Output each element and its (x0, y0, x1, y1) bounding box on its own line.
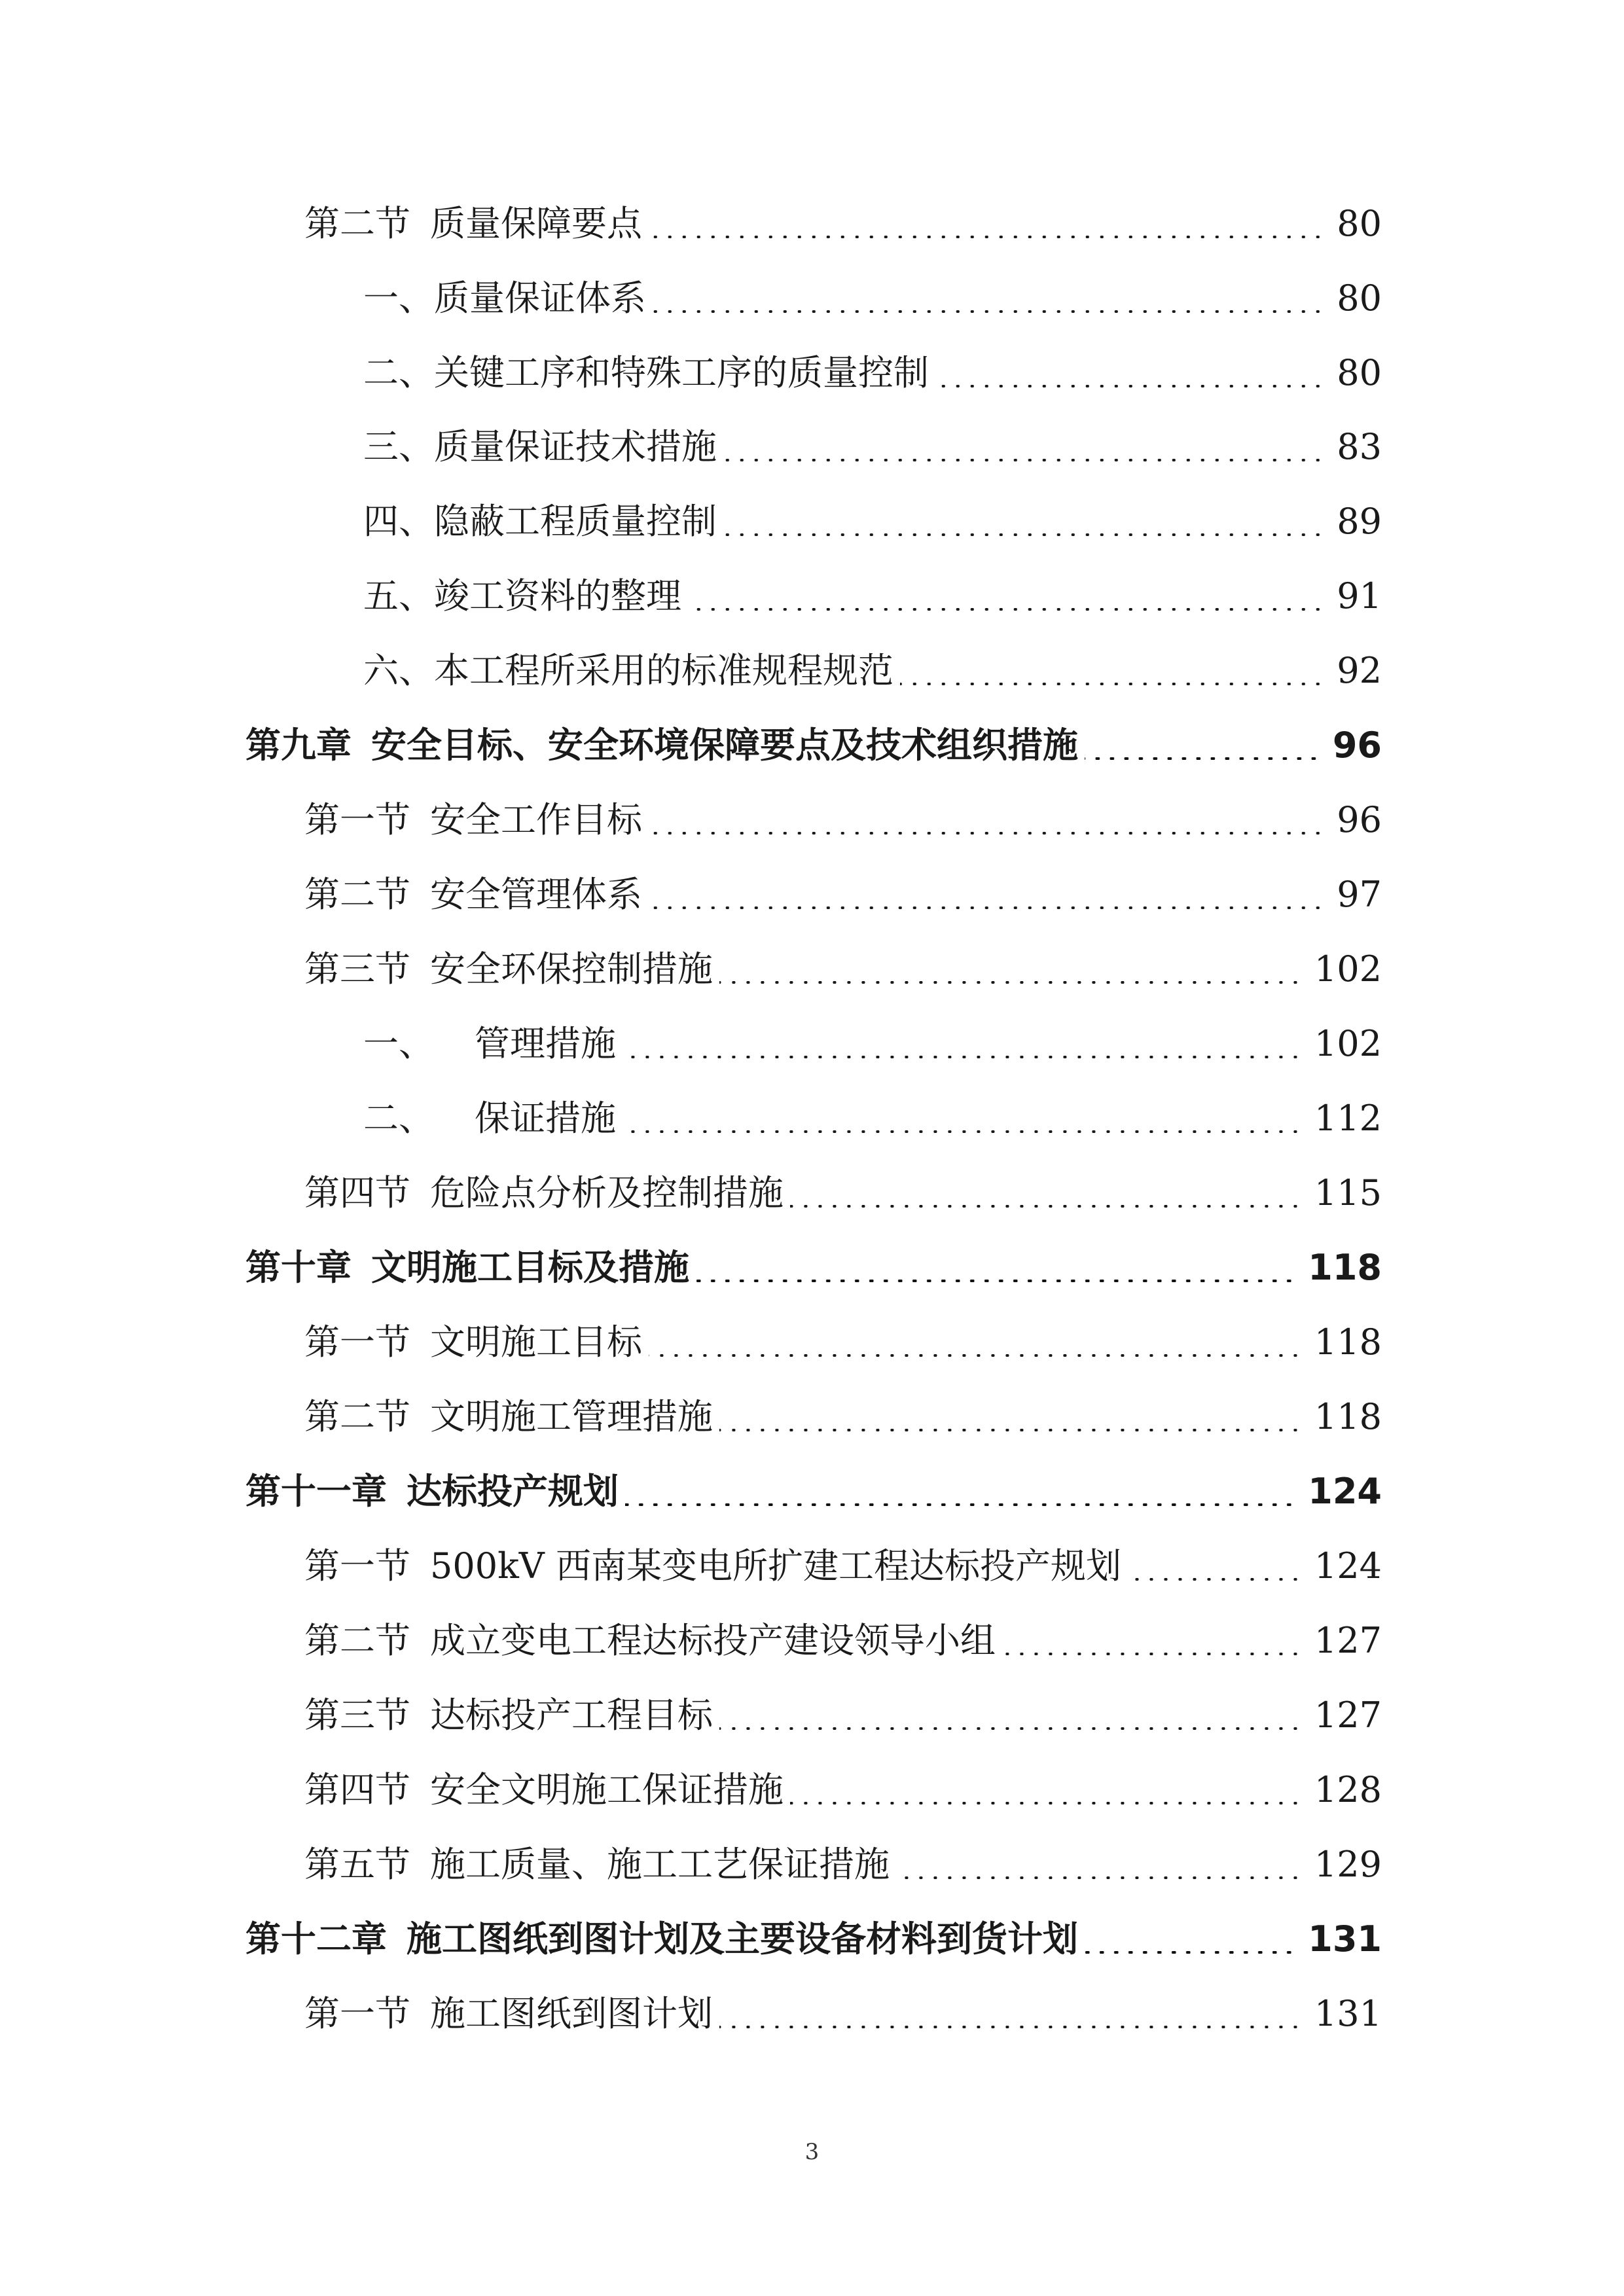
toc-page-number: 112 (1314, 1098, 1382, 1139)
toc-page-number: 131 (1308, 1918, 1382, 1960)
toc-title: 安全环保控制措施 (430, 948, 713, 990)
toc-entry-chapter[interactable] (245, 719, 1382, 772)
toc-entry-section[interactable] (304, 1839, 1382, 1891)
toc-entry-item[interactable] (363, 570, 1382, 622)
toc-page-number: 124 (1314, 1545, 1382, 1587)
dot-leader (1002, 1653, 1303, 1655)
toc-title: 安全工作目标 (430, 799, 642, 840)
toc-label: 第十二章 (245, 1918, 387, 1960)
dot-leader (723, 533, 1325, 536)
toc-label: 第二节 (304, 874, 410, 915)
toc-entry-section[interactable] (304, 943, 1382, 996)
dot-leader (623, 1130, 1303, 1133)
toc-entry-section[interactable] (304, 869, 1382, 921)
toc-page-number: 80 (1337, 203, 1382, 244)
toc-title: 成立变电工程达标投产建设领导小组 (430, 1620, 996, 1661)
toc-entry-section[interactable] (304, 1167, 1382, 1219)
toc-label: 二、 (363, 352, 434, 393)
toc-page-number: 118 (1314, 1321, 1382, 1363)
page-footer-number: 3 (804, 2139, 820, 2165)
dot-leader (649, 236, 1325, 238)
toc-entry-item[interactable] (363, 1018, 1382, 1070)
toc-page-number: 96 (1332, 725, 1382, 766)
toc-page-number: 92 (1337, 650, 1382, 691)
toc-label: 第二节 (304, 203, 410, 244)
toc-title: 施工图纸到图计划 (430, 1993, 713, 2034)
toc-title: 保证措施 (475, 1098, 616, 1139)
dot-leader (688, 608, 1325, 611)
toc-label: 第四节 (304, 1172, 410, 1213)
toc-label: 第九章 (245, 725, 352, 766)
toc-entry-item[interactable] (363, 347, 1382, 399)
toc-label: 二、 (363, 1098, 434, 1139)
toc-title: 500kV 西南某变电所扩建工程达标投产规划 (430, 1545, 1121, 1587)
toc-entry-section[interactable] (304, 1540, 1382, 1592)
dot-leader (1128, 1578, 1303, 1581)
toc-title: 质量保障要点 (430, 203, 642, 244)
toc-title: 文明施工目标 (430, 1321, 642, 1363)
toc-page-number: 124 (1308, 1471, 1382, 1512)
toc-title: 关键工序和特殊工序的质量控制 (434, 352, 929, 393)
toc-page-number: 91 (1337, 575, 1382, 617)
toc-title: 质量保证技术措施 (434, 426, 717, 467)
toc-title: 安全管理体系 (430, 874, 642, 915)
toc-title: 管理措施 (475, 1023, 616, 1064)
toc-page-number: 129 (1314, 1844, 1382, 1885)
dot-leader (719, 1429, 1303, 1431)
toc-label: 三、 (363, 426, 434, 467)
toc-entry-section[interactable] (304, 794, 1382, 846)
toc-title: 文明施工管理措施 (430, 1396, 713, 1437)
toc-entry-item[interactable] (363, 495, 1382, 548)
toc-entry-item[interactable] (363, 272, 1382, 325)
toc-label: 第五节 (304, 1844, 410, 1885)
toc-title: 危险点分析及控制措施 (430, 1172, 784, 1213)
toc-title: 达标投产规划 (406, 1471, 619, 1512)
toc-entry-item[interactable] (363, 421, 1382, 473)
toc-label: 第十一章 (245, 1471, 387, 1512)
dot-leader (653, 310, 1325, 313)
toc-label: 第一节 (304, 1321, 410, 1363)
toc-label: 一、 (363, 278, 434, 319)
dot-leader (896, 1876, 1303, 1879)
toc-page-number: 127 (1314, 1620, 1382, 1661)
toc-title: 施工质量、施工工艺保证措施 (430, 1844, 890, 1885)
toc-title: 安全文明施工保证措施 (430, 1769, 784, 1810)
toc-entry-chapter[interactable] (245, 1465, 1382, 1518)
dot-leader (649, 1354, 1303, 1357)
dot-leader (719, 2026, 1303, 2028)
toc-label: 一、 (363, 1023, 434, 1064)
toc-label: 第二节 (304, 1396, 410, 1437)
toc-label: 第一节 (304, 799, 410, 840)
toc-label: 第三节 (304, 1695, 410, 1736)
dot-leader (1085, 1951, 1296, 1954)
toc-page-number: 97 (1337, 874, 1382, 915)
toc-entry-section[interactable] (304, 1764, 1382, 1816)
toc-entry-section[interactable] (304, 1316, 1382, 1369)
toc-page-number: 102 (1314, 1023, 1382, 1064)
toc-title: 安全目标、安全环境保障要点及技术组织措施 (371, 725, 1078, 766)
toc-title: 质量保证体系 (434, 278, 646, 319)
toc-entry-chapter[interactable] (245, 1242, 1382, 1294)
toc-label: 第一节 (304, 1545, 410, 1587)
toc-entry-section[interactable] (304, 1689, 1382, 1742)
toc-title: 本工程所采用的标准规程规范 (434, 650, 893, 691)
toc-title: 施工图纸到图计划及主要设备材料到货计划 (406, 1918, 1078, 1960)
dot-leader (696, 1280, 1296, 1282)
dot-leader (719, 1727, 1303, 1730)
dot-leader (900, 683, 1325, 685)
toc-page-number: 118 (1308, 1247, 1382, 1288)
toc-entry-item[interactable] (363, 645, 1382, 697)
toc-label: 第十章 (245, 1247, 352, 1288)
toc-page-number: 118 (1314, 1396, 1382, 1437)
toc-entry-section[interactable] (304, 1988, 1382, 2040)
toc-label: 四、 (363, 501, 434, 542)
dot-leader (790, 1802, 1303, 1804)
toc-page-number: 131 (1314, 1993, 1382, 2034)
toc-page-number: 96 (1337, 799, 1382, 840)
toc-page-number: 80 (1337, 352, 1382, 393)
dot-leader (1085, 757, 1321, 760)
toc-page-number: 102 (1314, 948, 1382, 990)
toc-label: 五、 (363, 575, 434, 617)
toc-label: 第三节 (304, 948, 410, 990)
toc-label: 第四节 (304, 1769, 410, 1810)
dot-leader (935, 385, 1325, 387)
toc-title: 隐蔽工程质量控制 (434, 501, 717, 542)
toc-page-number: 127 (1314, 1695, 1382, 1736)
dot-leader (625, 1503, 1296, 1506)
toc-label: 六、 (363, 650, 434, 691)
dot-leader (649, 832, 1325, 834)
toc-entry-item[interactable] (363, 1092, 1382, 1145)
toc-page-number: 89 (1337, 501, 1382, 542)
toc-entry-section[interactable] (304, 1615, 1382, 1667)
dot-leader (719, 981, 1303, 984)
toc-entry-chapter[interactable] (245, 1913, 1382, 1965)
toc-page-number: 115 (1314, 1172, 1382, 1213)
toc-entry-section[interactable] (304, 1391, 1382, 1443)
dot-leader (790, 1205, 1303, 1208)
dot-leader (623, 1056, 1303, 1058)
toc-title: 文明施工目标及措施 (371, 1247, 689, 1288)
toc-title: 竣工资料的整理 (434, 575, 681, 617)
dot-leader (723, 459, 1325, 461)
toc-page-number: 83 (1337, 426, 1382, 467)
toc-title: 达标投产工程目标 (430, 1695, 713, 1736)
toc-entry-section[interactable] (304, 198, 1382, 250)
toc-page-number: 80 (1337, 278, 1382, 319)
toc-label: 第二节 (304, 1620, 410, 1661)
toc-label: 第一节 (304, 1993, 410, 2034)
toc-page-number: 128 (1314, 1769, 1382, 1810)
dot-leader (649, 906, 1325, 909)
